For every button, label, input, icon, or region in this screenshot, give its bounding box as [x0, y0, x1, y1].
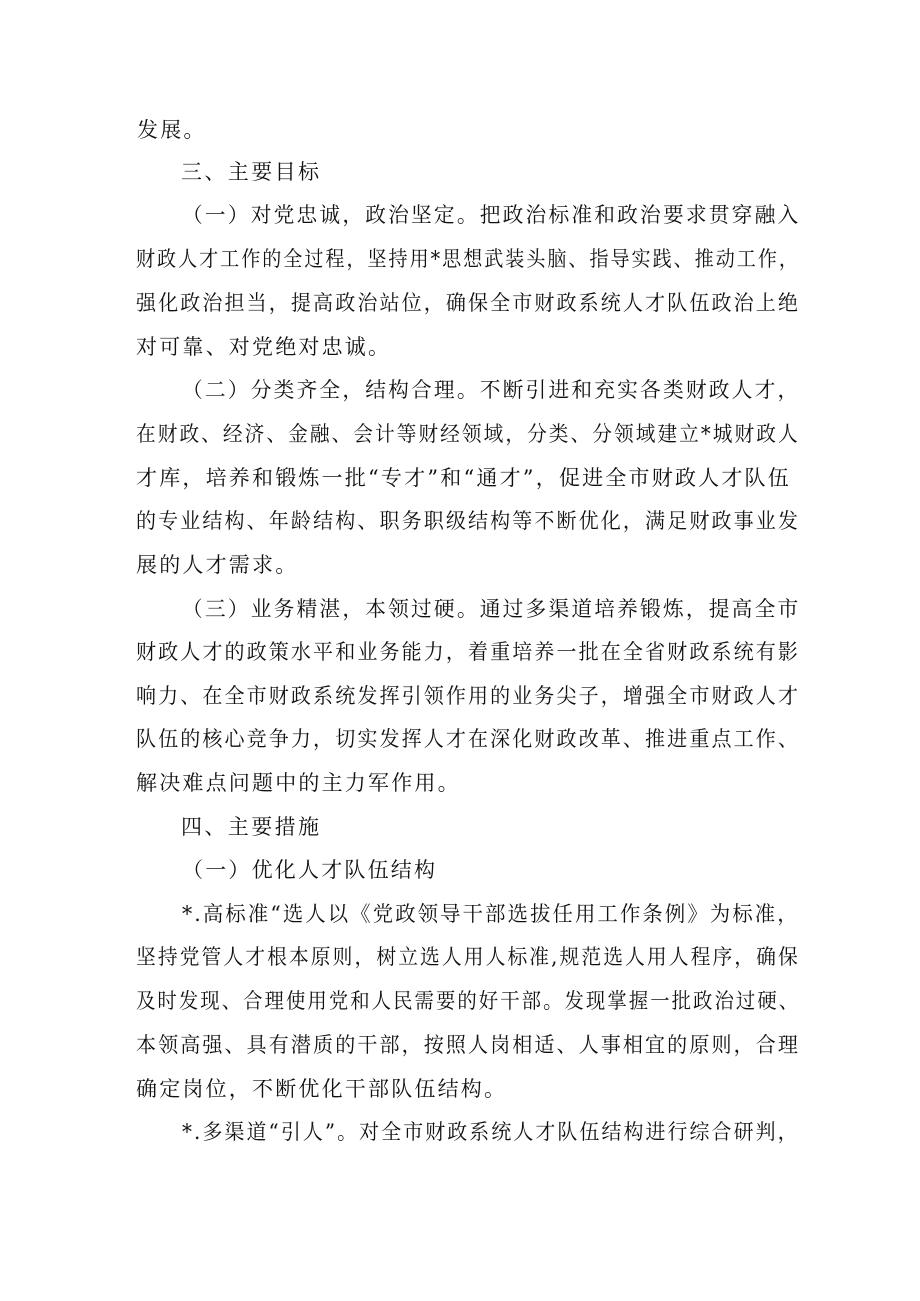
paragraph-line: 解决难点问题中的主力军作用。	[136, 771, 461, 795]
paragraph-line: 及时发现、合理使用党和人民需要的好干部。发现掌握一批政治过硬、	[136, 989, 801, 1013]
paragraph-line: *.高标准“选人以《党政领导干部选拔任用工作条例》为标准，	[182, 902, 800, 926]
subsection-heading: （一）优化人才队伍结构	[182, 858, 438, 882]
paragraph-line: （三）业务精湛，本领过硬。通过多渠道培养锻炼，提高全市	[182, 597, 801, 621]
paragraph-line: *.多渠道“引人”。对全市财政系统人才队伍结构进行综合研判，	[182, 1120, 800, 1144]
paragraph-line: 响力、在全市财政系统发挥引领作用的业务尖子，增强全市财政人才	[136, 684, 800, 708]
paragraph-line: 才库，培养和锻炼一批“专才”和“通才”，促进全市财政人才队伍	[136, 466, 791, 490]
paragraph-line: 发展。	[137, 118, 207, 142]
paragraph-line: 对可靠、对党绝对忠诚。	[136, 335, 392, 359]
paragraph-line: 展的人才需求。	[136, 553, 299, 577]
paragraph-line: 财政人才的政策水平和业务能力，着重培养一批在全省财政系统有影	[136, 640, 800, 664]
paragraph-line: （二）分类齐全，结构合理。不断引进和充实各类财政人才，	[182, 378, 801, 402]
paragraph-line: 队伍的核心竞争力，切实发挥人才在深化财政改革、推进重点工作、	[136, 727, 800, 751]
paragraph-line: 强化政治担当，提高政治站位，确保全市财政系统人才队伍政治上绝	[136, 291, 800, 315]
paragraph-line: 的专业结构、年龄结构、职务职级结构等不断优化，满足财政事业发	[136, 509, 800, 533]
paragraph-line: 在财政、经济、金融、会计等财经领域，分类、分领域建立*城财政人	[136, 422, 800, 446]
paragraph-line: 确定岗位，不断优化干部队伍结构。	[136, 1077, 508, 1101]
section-heading: 四、主要措施	[181, 815, 322, 839]
paragraph-line: （一）对党忠诚，政治坚定。把政治标准和政治要求贯穿融入	[182, 203, 801, 227]
paragraph-line: 本领高强、具有潜质的干部，按照人岗相适、人事相宜的原则，合理	[136, 1033, 800, 1057]
paragraph-line: 财政人才工作的全过程，坚持用*思想武装头脑、指导实践、推动工作，	[136, 247, 800, 271]
paragraph-line: 坚持党管人才根本原则，树立选人用人标准,规范选人用人程序，确保	[136, 945, 800, 969]
section-heading: 三、主要目标	[181, 160, 322, 184]
